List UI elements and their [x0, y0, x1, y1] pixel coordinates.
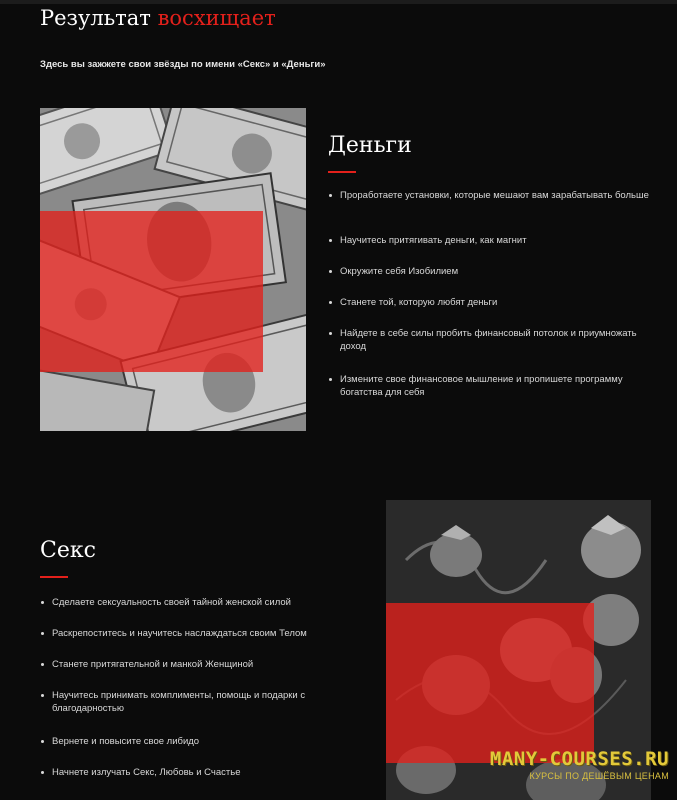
bullet-icon: [41, 632, 44, 635]
list-item: Станете той, которую любят деньги: [328, 296, 658, 309]
sex-section-title: Секс: [40, 538, 96, 563]
list-item: Окружите себя Изобилием: [328, 265, 658, 278]
list-item: Сделаете сексуальность своей тайной женской силой: [40, 596, 350, 609]
bullet-icon: [41, 663, 44, 666]
list-item: Измените свое финансовое мышление и пропишете программу богатства для себя: [328, 373, 658, 399]
page-title-main: Результат: [40, 6, 151, 30]
money-image: [40, 108, 306, 431]
bullet-icon: [41, 740, 44, 743]
list-item: Станете притягательной и манкой Женщиной: [40, 658, 350, 671]
bullet-icon: [329, 378, 332, 381]
bullet-icon: [41, 771, 44, 774]
site-watermark: [490, 748, 669, 781]
list-item: Начнете излучать Секс, Любовь и Счастье: [40, 766, 350, 779]
list-item: Научитесь притягивать деньги, как магнит: [328, 234, 658, 247]
page-title: [40, 6, 276, 30]
money-section-title: Деньги: [328, 133, 412, 158]
watermark-tagline: КУРСЫ ПО ДЕШЁВЫМ ЦЕНАМ: [529, 771, 669, 781]
bullet-icon: [41, 694, 44, 697]
list-item: Раскрепоститесь и научитесь наслаждаться своим Телом: [40, 627, 350, 640]
watermark-site: MANY-COURSES.RU: [489, 748, 669, 770]
top-bar: [0, 0, 677, 4]
banknotes-photo-icon: [40, 108, 306, 431]
list-item: Проработаете установки, которые мешают вам зарабатывать больше: [328, 189, 658, 202]
bullet-icon: [329, 301, 332, 304]
page-subtitle: Здесь вы зажжете свои звёзды по имени «Секс» и «Деньги»: [40, 59, 326, 70]
money-title-underline: [328, 171, 356, 173]
bullet-icon: [329, 270, 332, 273]
bullet-icon: [329, 194, 332, 197]
page-title-accent: восхищает: [157, 6, 276, 30]
list-item: Найдете в себе силы пробить финансовый потолок и приумножать доход: [328, 327, 658, 353]
bullet-icon: [41, 601, 44, 604]
bullet-icon: [329, 239, 332, 242]
sex-title-underline: [40, 576, 68, 578]
list-item: Научитесь принимать комплименты, помощь и подарки с благодарностью: [40, 689, 350, 715]
bullet-icon: [329, 332, 332, 335]
list-item: Вернете и повысите свое либидо: [40, 735, 350, 748]
